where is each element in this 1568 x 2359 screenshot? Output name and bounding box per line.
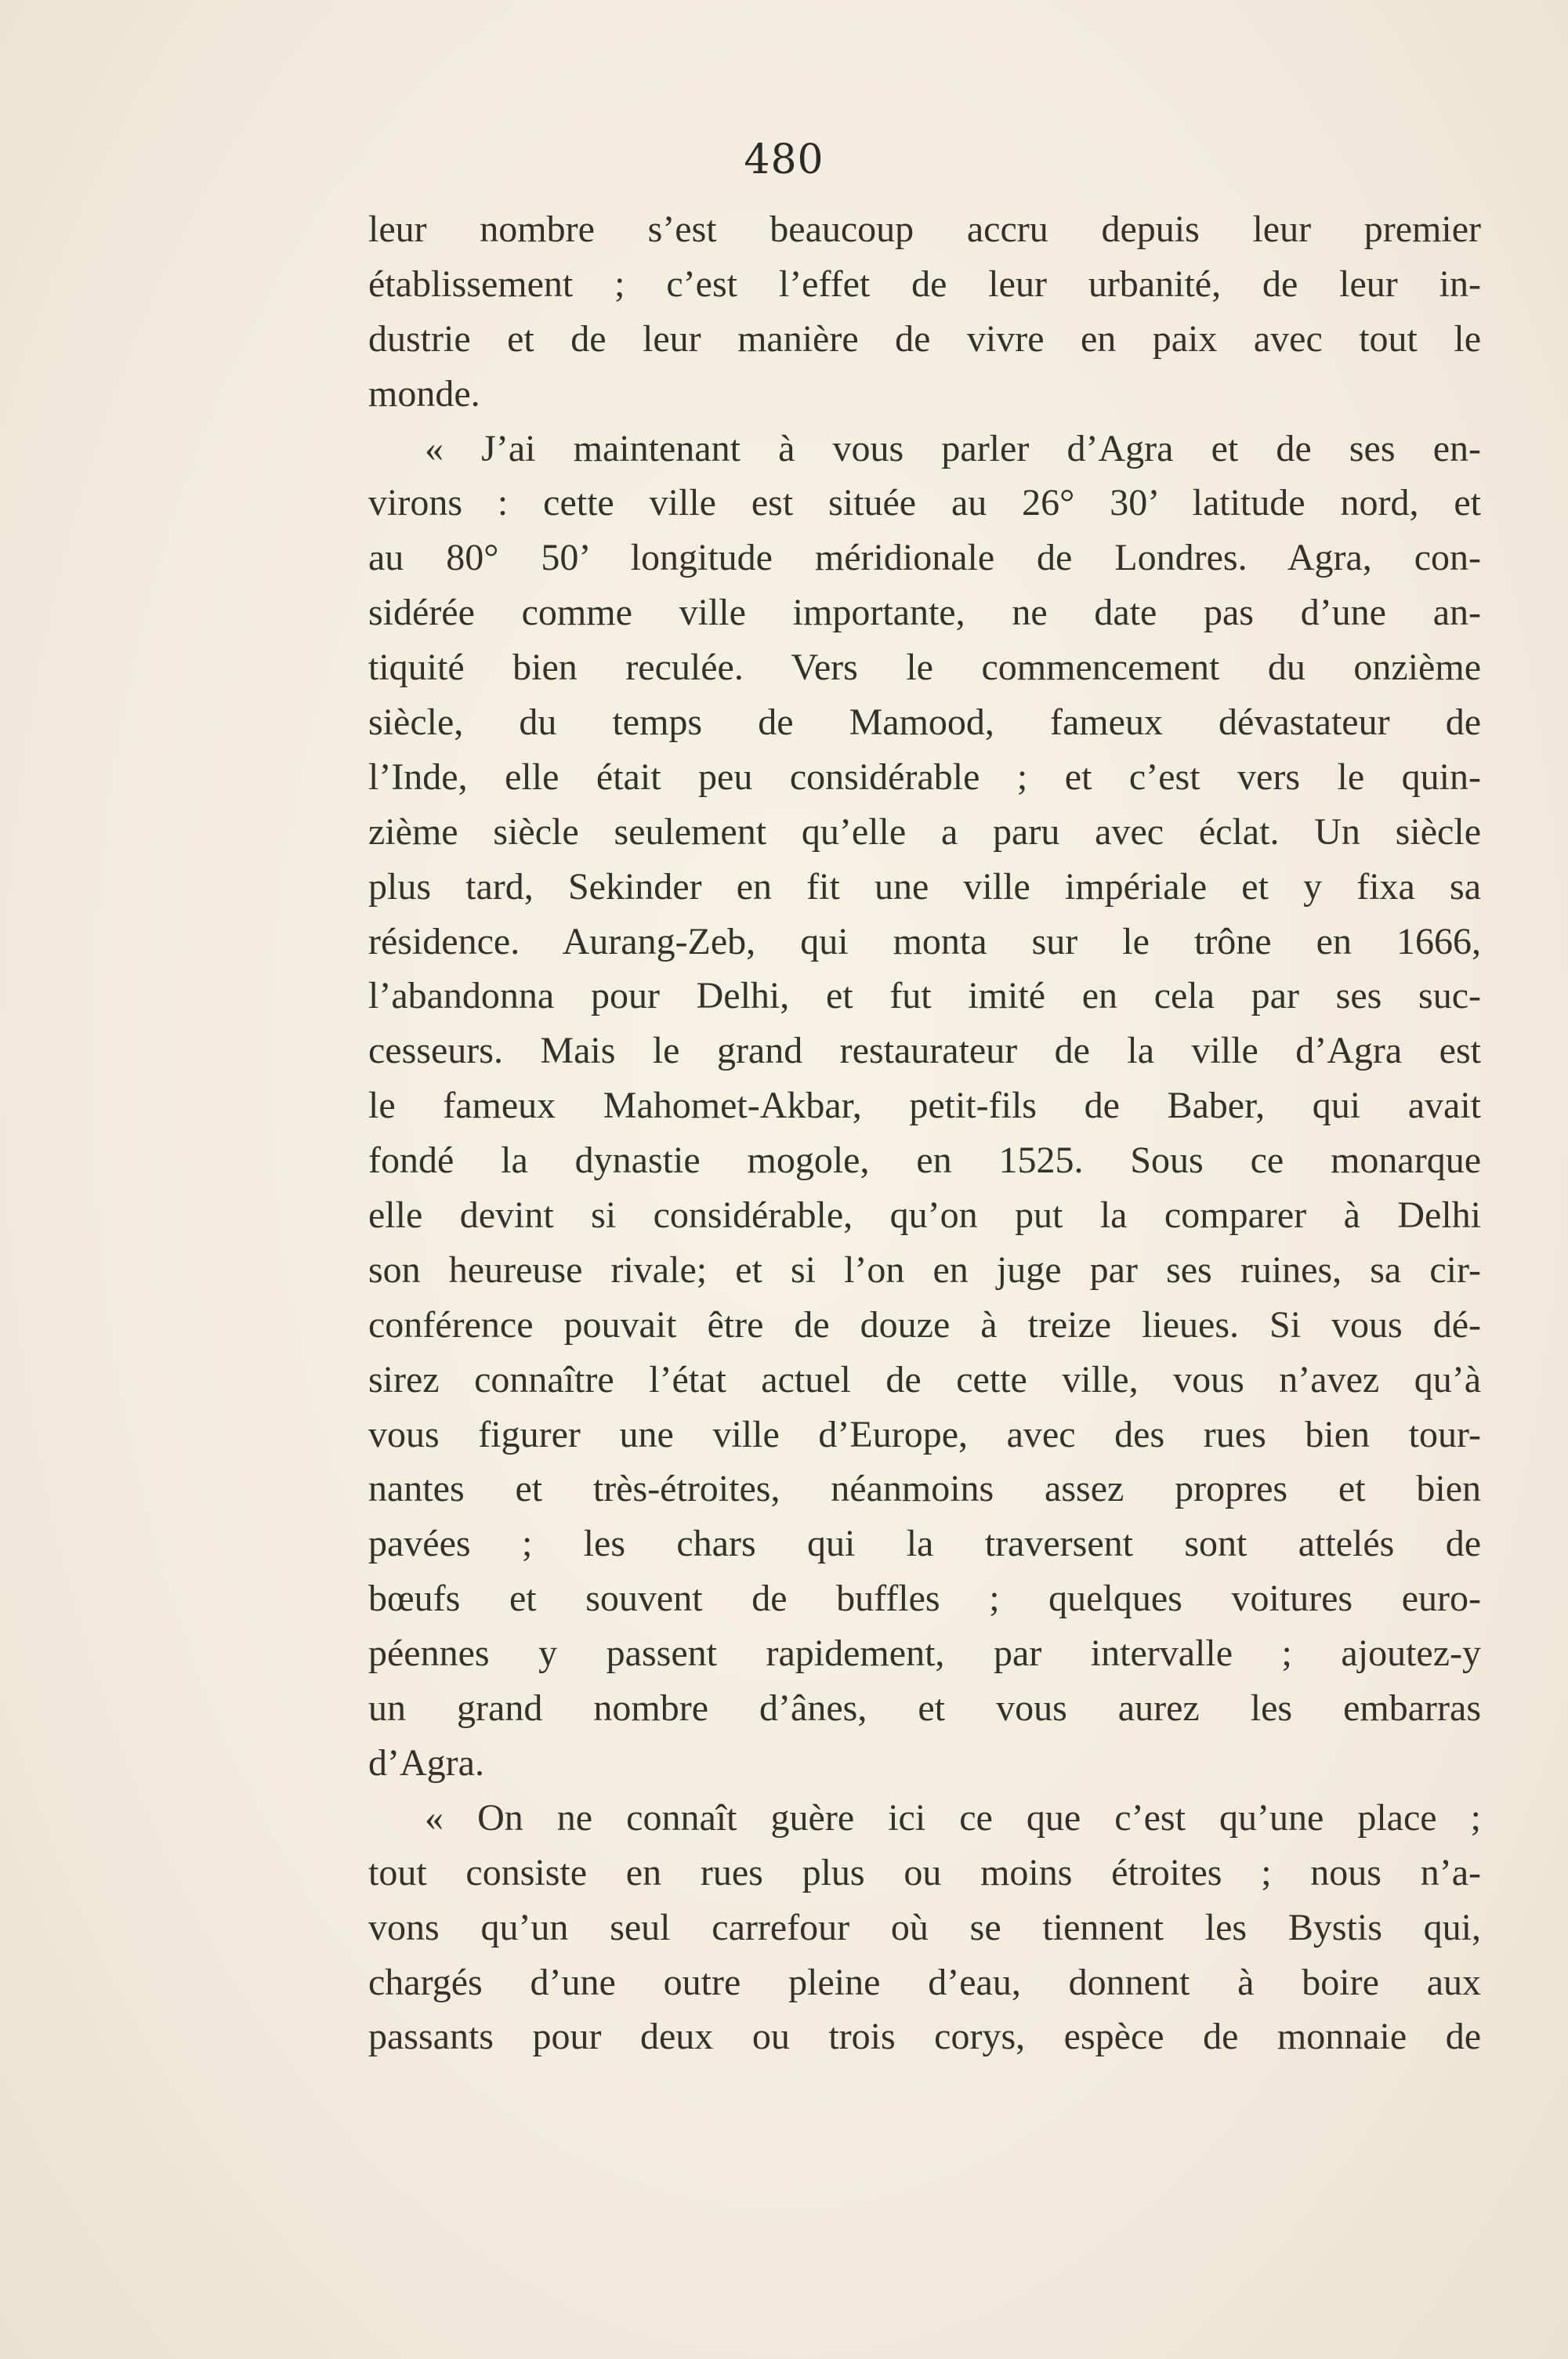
text-line: sidérée comme ville importante, ne date pas d’une an- <box>368 592 1481 634</box>
text-line: au 80° 50’ longitude méridionale de Londres. Agra, con- <box>368 537 1481 579</box>
text-line: d’Agra. <box>368 1741 484 1784</box>
text-line: conférence pouvait être de douze à treize lieues. Si vous dé- <box>368 1303 1481 1346</box>
text-line: établissement ; c’est l’effet de leur urbanité, de leur in- <box>368 263 1481 305</box>
text-line: elle devint si considérable, qu’on put la comparer à Delhi <box>368 1194 1481 1237</box>
text-line: siècle, du temps de Mamood, fameux dévastateur de <box>368 701 1481 744</box>
text-line: résidence. Aurang-Zeb, qui monta sur le trône en 1666, <box>368 920 1481 962</box>
text-line: le fameux Mahomet-Akbar, petit-fils de Baber, qui avait <box>368 1085 1481 1127</box>
text-line: péennes y passent rapidement, par intervalle ; ajoutez-y <box>368 1632 1481 1675</box>
text-line: nantes et très-étroites, néanmoins assez propres et bien <box>368 1468 1481 1510</box>
text-line: fondé la dynastie mogole, en 1525. Sous ce monarque <box>368 1140 1481 1182</box>
body-text <box>368 202 1481 2064</box>
text-line: zième siècle seulement qu’elle a paru avec éclat. Un siècle <box>368 810 1481 853</box>
text-line: tout consiste en rues plus ou moins étroites ; nous n’a- <box>368 1851 1481 1893</box>
text-line: dustrie et de leur manière de vivre en paix avec tout le <box>368 317 1481 360</box>
text-line: plus tard, Sekinder en fit une ville impériale et y fixa sa <box>368 865 1481 908</box>
text-line: vons qu’un seul carrefour où se tiennent les Bystis qui, <box>368 1906 1481 1948</box>
text-line: pavées ; les chars qui la traversent sont attelés de <box>368 1523 1481 1565</box>
text-line: « J’ai maintenant à vous parler d’Agra et de ses en- <box>425 427 1481 469</box>
text-line: chargés d’une outre pleine d’eau, donnent à boire aux <box>368 1961 1481 2003</box>
text-line: bœufs et souvent de buffles ; quelques voitures euro- <box>368 1578 1481 1620</box>
text-line: un grand nombre d’ânes, et vous aurez les embarras <box>368 1687 1481 1730</box>
text-line: l’abandonna pour Delhi, et fut imité en cela par ses suc- <box>368 975 1481 1017</box>
text-line: virons : cette ville est située au 26° 30’ latitude nord, et <box>368 482 1481 524</box>
text-line: vous figurer une ville d’Europe, avec des rues bien tour- <box>368 1413 1481 1455</box>
page-number: 480 <box>744 136 824 183</box>
text-line: cesseurs. Mais le grand restaurateur de la ville d’Agra est <box>368 1030 1481 1072</box>
text-line: l’Inde, elle était peu considérable ; et c’est vers le quin- <box>368 756 1481 798</box>
text-line: passants pour deux ou trois corys, espèce de monnaie de <box>368 2016 1481 2058</box>
text-line: sirez connaître l’état actuel de cette ville, vous n’avez qu’à <box>368 1358 1481 1401</box>
text-line: tiquité bien reculée. Vers le commencement du onzième <box>368 647 1481 689</box>
text-line: son heureuse rivale; et si l’on en juge par ses ruines, sa cir- <box>368 1248 1481 1291</box>
text-line: « On ne connaît guère ici ce que c’est qu’une place ; <box>425 1796 1481 1839</box>
text-line: leur nombre s’est beaucoup accru depuis leur premier <box>368 208 1481 250</box>
text-line: monde. <box>368 372 480 415</box>
